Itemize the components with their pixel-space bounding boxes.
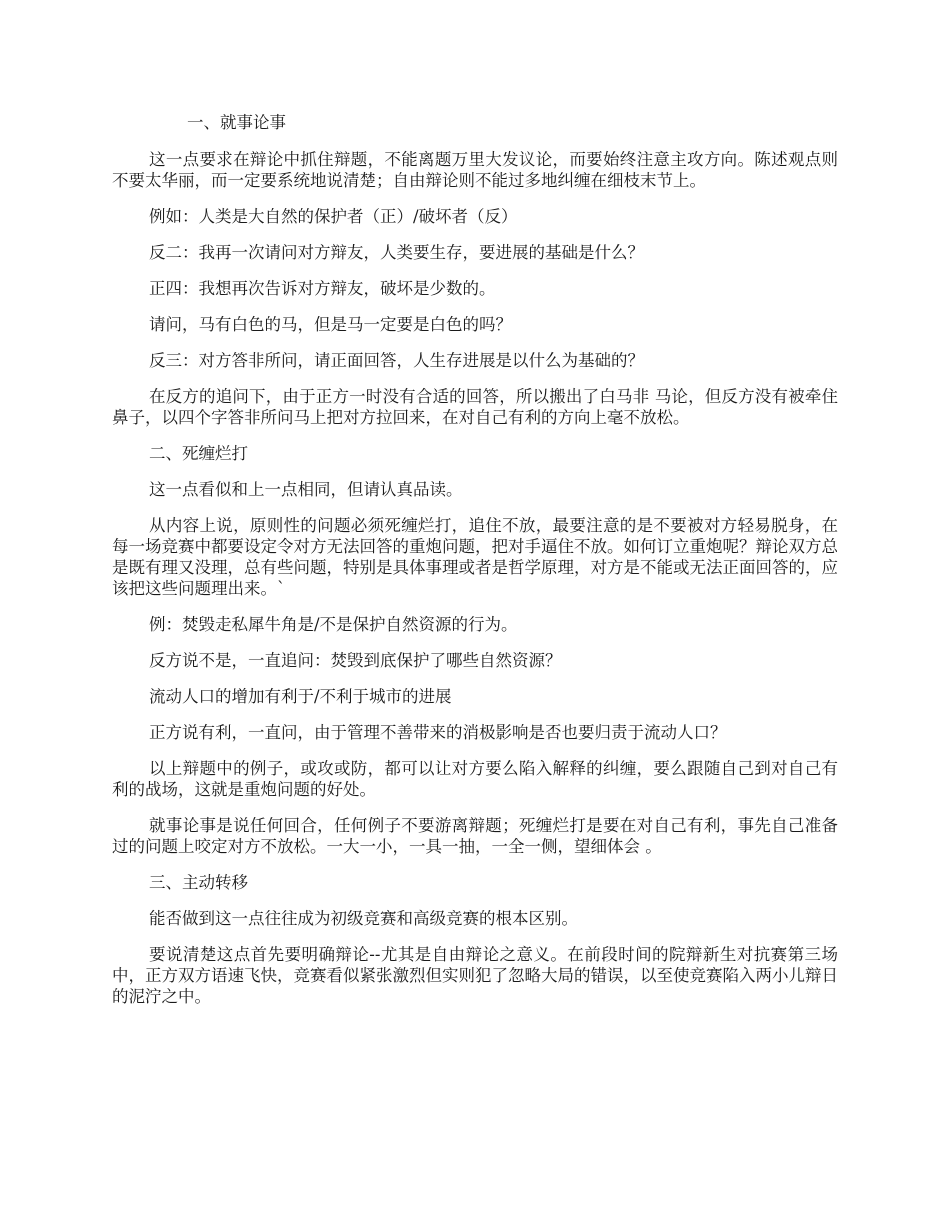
paragraph: 请问，马有白色的马，但是马一定要是白色的吗？ xyxy=(149,315,512,334)
paragraph: 在反方的追问下，由于正方一时没有合适的回答，所以搬出了白马非 马论，但反方没有被牵住鼻子，以四个字答非所问马上把对方拉回来，在对自己有利的方向上毫不放松。 xyxy=(112,387,838,427)
section-heading-3: 三、主动转移 xyxy=(149,873,248,892)
paragraph: 流动人口的增加有利于/不利于城市的进展 xyxy=(149,687,452,706)
paragraph: 这一点要求在辩论中抓住辩题，不能离题万里大发议论，而要始终注意主攻方向。陈述观点则不要太华丽，而一定要系统地说清楚；自由辩论则不能过多地纠缠在细枝末节上。 xyxy=(112,150,838,190)
paragraph: 就事论事是说任何回合，任何例子不要游离辩题；死缠烂打是要在对自己有利，事先自己准备过的问题上咬定对方不放松。一大一小，一具一抽，一全一侧，望细体会 。 xyxy=(112,816,838,856)
section-heading-1: 一、就事论事 xyxy=(187,113,286,132)
paragraph: 反二：我再一次请问对方辩友，人类要生存，要进展的基础是什么？ xyxy=(149,243,644,262)
section-heading-2: 二、死缠烂打 xyxy=(149,444,248,463)
paragraph: 反三：对方答非所问，请正面回答，人生存进展是以什么为基础的？ xyxy=(149,351,644,370)
paragraph: 要说清楚这点首先要明确辩论--尤其是自由辩论之意义。在前段时间的院辩新生对抗赛第三场中，正方双方语速飞快，竞赛看似紧张激烈但实则犯了忽略大局的错误，以至使竞赛陷入两小儿辩日的泥泞之中。 xyxy=(112,945,838,1006)
paragraph: 从内容上说，原则性的问题必须死缠烂打，追住不放，最要注意的是不要被对方轻易脱身，在每一场竞赛中都要设定令对方无法回答的重炮问题，把对手逼住不放。如何订立重炮呢？辩论双方总是既有理又没理，总有些问题，特别是具体事理或者是哲学原理，对方是不能或无法正面回答的，应该把这些问题理出来。` xyxy=(112,516,838,598)
paragraph: 例：焚毁走私犀牛角是/不是保护自然资源的行为。 xyxy=(149,615,518,634)
paragraph: 正方说有利，一直问，由于管理不善带来的消极影响是否也要归责于流动人口？ xyxy=(149,723,727,742)
paragraph: 反方说不是，一直追问：焚毁到底保护了哪些自然资源？ xyxy=(149,651,562,670)
paragraph: 这一点看似和上一点相同，但请认真品读。 xyxy=(149,480,463,499)
paragraph: 能否做到这一点往往成为初级竞赛和高级竞赛的根本区别。 xyxy=(149,909,578,928)
document-page xyxy=(112,112,838,1022)
paragraph: 以上辩题中的例子，或攻或防，都可以让对方要么陷入解释的纠缠，要么跟随自己到对自己有利的战场，这就是重炮问题的好处。 xyxy=(112,759,838,799)
paragraph: 正四：我想再次告诉对方辩友，破坏是少数的。 xyxy=(149,279,496,298)
paragraph: 例如：人类是大自然的保护者（正）/破坏者（反） xyxy=(149,207,518,226)
